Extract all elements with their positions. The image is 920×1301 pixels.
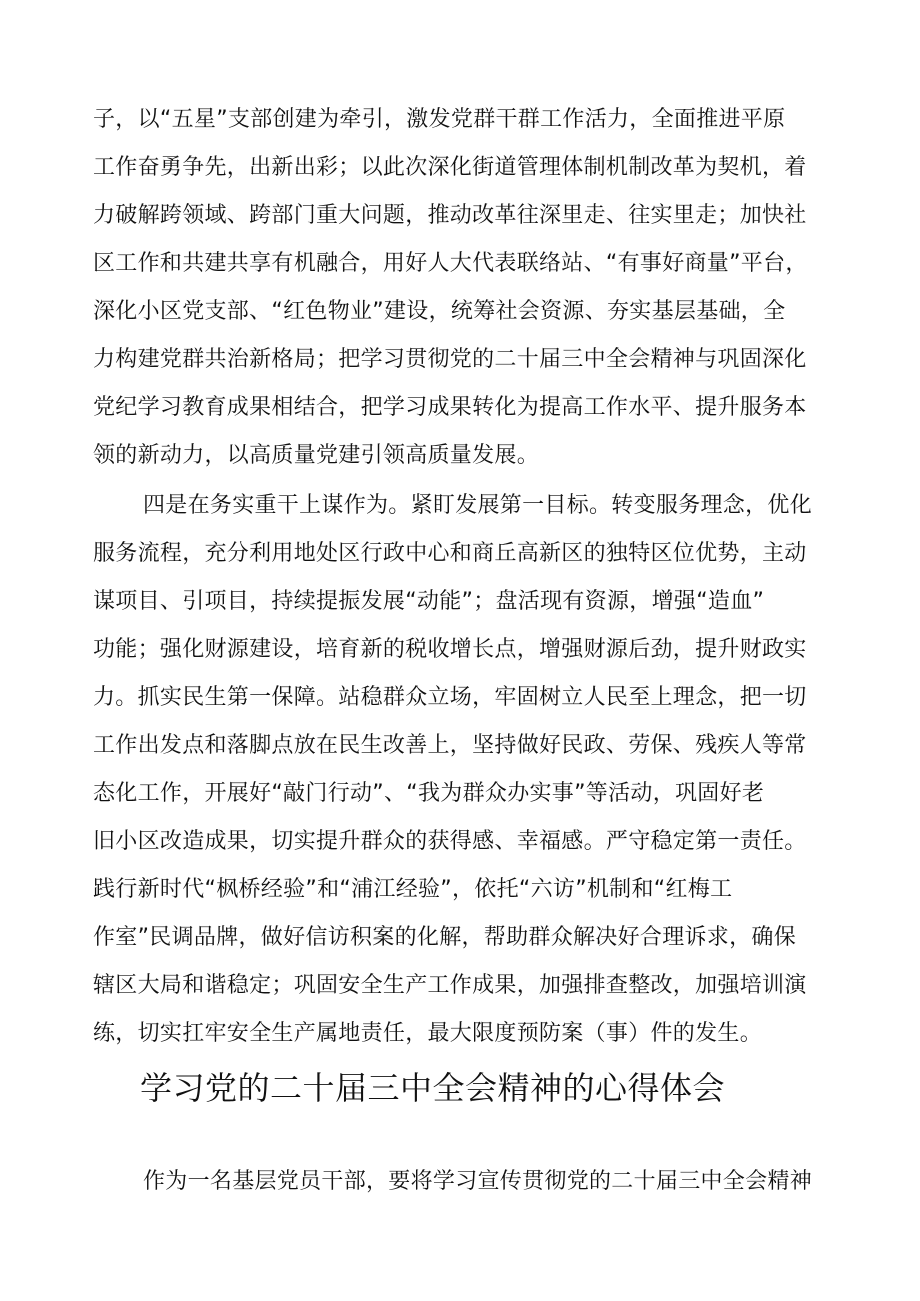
text-line: 区工作和共建共享有机融合，用好人大代表联络站、“有事好商量”平台， (93, 251, 808, 276)
text-line: 作为一名基层党员干部，要将学习宣传贯彻党的二十届三中全会精神 (143, 1169, 813, 1194)
text-line: 子，以“五星”支部创建为牵引，激发党群干群工作活力，全面推进平原 (93, 107, 786, 132)
text-line: 力构建党群共治新格局；把学习贯彻党的二十届三中全会精神与巩固深化 (93, 347, 807, 372)
text-line: 四是在务实重干上谋作为。紧盯发展第一目标。转变服务理念，优化 (143, 493, 813, 518)
text-line: 练，切实扛牢安全生产属地责任，最大限度预防案（事）件的发生。 (93, 1021, 763, 1046)
section-heading: 学习党的二十届三中全会精神的心得体会 (140, 1069, 726, 1107)
text-line: 深化小区党支部、“红色物业”建设，统筹社会资源、夯实基层基础，全 (93, 299, 786, 324)
text-line: 态化工作，开展好“敲门行动”、“我为群众办实事”等活动，巩固好老 (93, 781, 765, 806)
text-line: 工作奋勇争先，出新出彩；以此次深化街道管理体制机制改革为契机，着 (93, 155, 807, 180)
text-line: 工作出发点和落脚点放在民生改善上，坚持做好民政、劳保、残疾人等常 (93, 733, 807, 758)
text-line: 谋项目、引项目，持续提振发展“动能”；盘活现有资源，增强“造血” (93, 589, 765, 614)
text-line: 作室”民调品牌，做好信访积案的化解，帮助群众解决好合理诉求，确保 (93, 925, 796, 950)
text-line: 力。抓实民生第一保障。站稳群众立场，牢固树立人民至上理念，把一切 (93, 685, 807, 710)
text-line: 功能；强化财源建设，培育新的税收增长点，增强财源后劲，提升财政实 (93, 637, 807, 662)
paragraph-continuation (93, 96, 833, 480)
text-line: 党纪学习教育成果相结合，把学习成果转化为提高工作水平、提升服务本 (93, 395, 807, 420)
text-line: 践行新时代“枫桥经验”和“浦江经验”，依托“六访”机制和“红梅工 (93, 877, 733, 902)
paragraph-intro (93, 1158, 833, 1206)
paragraph-four (93, 482, 833, 1058)
text-line: 服务流程，充分利用地处区行政中心和商丘高新区的独特区位优势，主动 (93, 541, 807, 566)
text-line: 领的新动力，以高质量党建引领高质量发展。 (93, 443, 540, 468)
text-line: 旧小区改造成果，切实提升群众的获得感、幸福感。严守稳定第一责任。 (93, 829, 807, 854)
text-line: 辖区大局和谐稳定；巩固安全生产工作成果，加强排查整改，加强培训演 (93, 973, 807, 998)
text-line: 力破解跨领域、跨部门重大问题，推动改革往深里走、往实里走；加快社 (93, 203, 807, 228)
